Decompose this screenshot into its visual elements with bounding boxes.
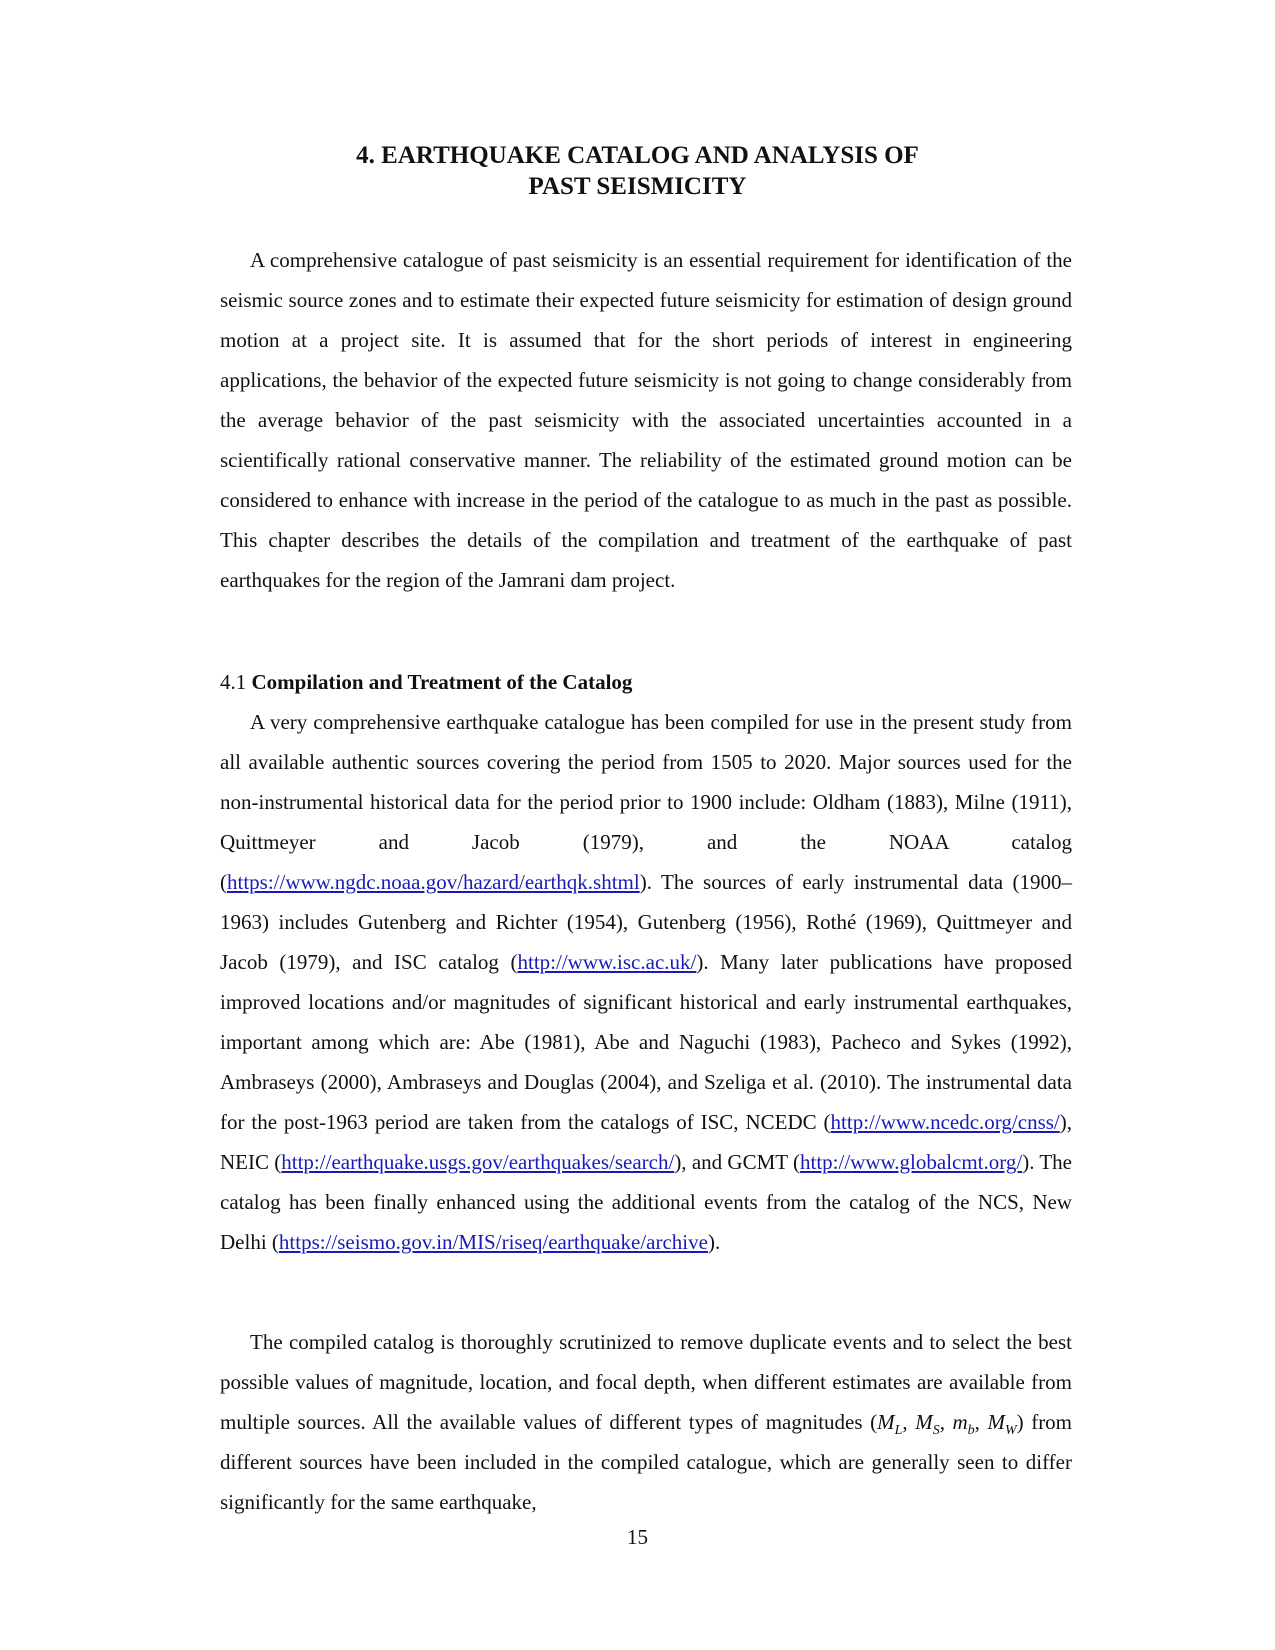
magnitude-subscript: S bbox=[932, 1423, 940, 1439]
intro-paragraph: A comprehensive catalogue of past seismicity is an essential requirement for identification of the seismic source zones and to estimate their expected future seismicity for estimation of design ground motion at a project site. It is assumed that for the short periods of interest in engineering applications, the behavior of the expected future seismicity is not going to change considerably from the average behavior of the past seismicity with the associated uncertainties accounted in a scientifically rational conservative manner. The reliability of the estimated ground motion can be considered to enhance with increase in the period of the catalogue to as much in the past as possible. This chapter describes the details of the compilation and treatment of the earthquake of past earthquakes for the region of the Jamrani dam project. bbox=[220, 248, 1072, 592]
sources-paragraph bbox=[220, 702, 1072, 1262]
intro-paragraph-block bbox=[220, 240, 1072, 600]
text-run: A very comprehensive earthquake catalogue has been compiled for use in the present study from all available authentic sources covering the period from 1505 to 2020. Major sources used for the non-instrumental historical data for the period prior to 1900 include: Oldham (1883), Milne (1911), Quittmeyer and Jacob (1979), and the NOAA catalog ( bbox=[220, 710, 1072, 894]
section-title: Compilation and Treatment of the Catalog bbox=[251, 670, 633, 694]
text-run: ). bbox=[707, 1230, 721, 1254]
magnitude-subscript: b bbox=[967, 1423, 975, 1439]
ncedc-link[interactable]: http://www.ncedc.org/cnss/ bbox=[830, 1110, 1060, 1134]
section-heading bbox=[220, 668, 632, 696]
isc-link[interactable]: http://www.isc.ac.uk/ bbox=[517, 950, 697, 974]
separator: , bbox=[902, 1410, 916, 1434]
magnitude-symbol: m bbox=[952, 1410, 968, 1434]
text-run: ). The catalog has been finally enhanced using the additional events from the catalog of the NCS, New Delhi ( bbox=[220, 1150, 1072, 1254]
section-number: 4.1 bbox=[220, 670, 247, 694]
separator: , bbox=[974, 1410, 988, 1434]
text-run: The compiled catalog is thoroughly scrutinized to remove duplicate events and to select the best possible values of magnitude, location, and focal depth, when different estimates are available from multiple sources. All the available values of different types of magnitudes ( bbox=[220, 1330, 1072, 1434]
magnitude-ml bbox=[877, 1410, 903, 1439]
text-run: ). The sources of early instrumental data (1900–1963) includes Gutenberg and Richter (1954), Gutenberg (1956), Rothé (1969), Quittmeyer and Jacob (1979), and ISC catalog ( bbox=[220, 870, 1072, 974]
magnitude-mw bbox=[987, 1410, 1017, 1439]
text-run: ), NEIC ( bbox=[220, 1110, 1072, 1174]
chapter-title-line-2: PAST SEISMICITY bbox=[528, 173, 747, 200]
magnitude-mb bbox=[952, 1410, 975, 1439]
magnitude-subscript: W bbox=[1004, 1423, 1017, 1439]
magnitude-symbol: M bbox=[915, 1410, 933, 1434]
scrutiny-paragraph bbox=[220, 1322, 1072, 1522]
noaa-link[interactable]: https://www.ngdc.noaa.gov/hazard/earthqk.shtml bbox=[227, 870, 640, 894]
neic-link[interactable]: http://earthquake.usgs.gov/earthquakes/search/ bbox=[281, 1150, 675, 1174]
scrutiny-paragraph-block bbox=[220, 1322, 1072, 1522]
chapter-title-line-1: 4. EARTHQUAKE CATALOG AND ANALYSIS OF bbox=[356, 142, 919, 169]
text-run: ) from different sources have been included in the compiled catalogue, which are generally seen to differ significantly for the same earthquake, bbox=[220, 1410, 1073, 1514]
text-run: ). Many later publications have proposed improved locations and/or magnitudes of significant historical and early instrumental earthquakes, important among which are: Abe (1981), Abe and Naguchi (1983), Pacheco and Sykes (1992), Ambraseys (2000), Ambraseys and Douglas (2004), and Szeliga et al. (2010). The instrumental data for the post-1963 period are taken from the catalogs of ISC, NCEDC ( bbox=[220, 950, 1072, 1134]
text-run: ), and GCMT ( bbox=[674, 1150, 800, 1174]
magnitude-ms bbox=[915, 1410, 940, 1439]
sources-paragraph-block bbox=[220, 702, 1072, 1262]
gcmt-link[interactable]: http://www.globalcmt.org/ bbox=[799, 1150, 1023, 1174]
magnitude-subscript: L bbox=[894, 1423, 903, 1439]
page-number: 15 bbox=[627, 1525, 648, 1549]
separator: , bbox=[939, 1410, 953, 1434]
magnitude-symbol: M bbox=[877, 1410, 895, 1434]
ncs-link[interactable]: https://seismo.gov.in/MIS/riseq/earthquake/archive bbox=[278, 1230, 708, 1254]
magnitude-symbol: M bbox=[987, 1410, 1005, 1434]
chapter-title bbox=[0, 140, 1275, 202]
